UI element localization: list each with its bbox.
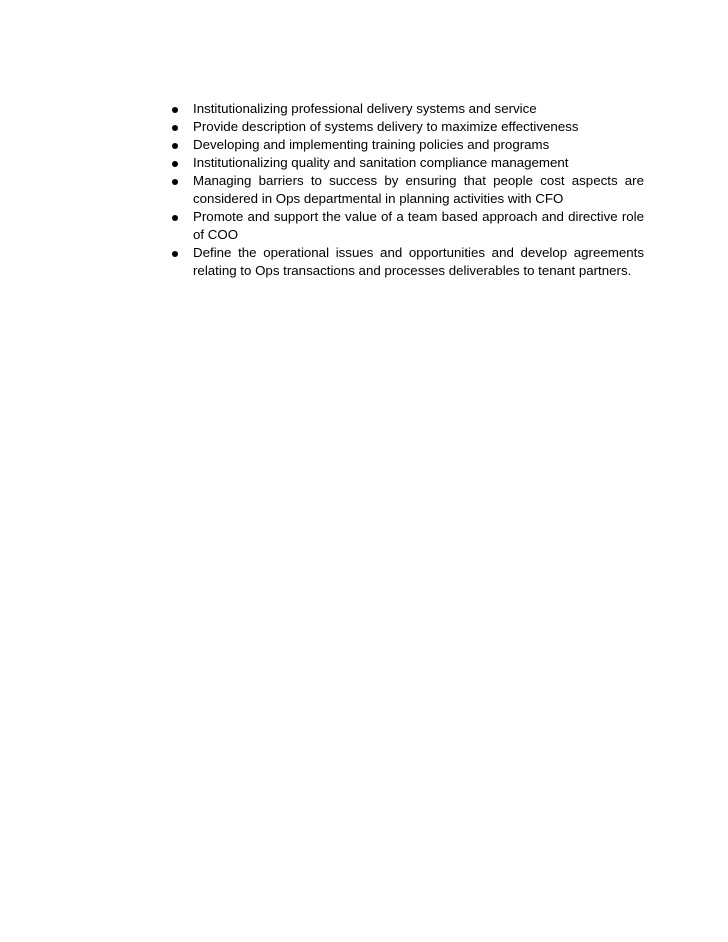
bullet-list — [172, 100, 644, 280]
list-item — [172, 136, 644, 154]
list-item-text: Institutionalizing quality and sanitation compliance management — [193, 155, 569, 170]
bullet-icon — [172, 143, 178, 149]
list-item-text: Promote and support the value of a team based approach and directive role of COO — [193, 209, 644, 242]
list-item-text: Define the operational issues and opportunities and develop agreements relating to Ops transactions and processes deliverables to tenant partners. — [193, 245, 644, 278]
list-item — [172, 100, 644, 118]
list-item-text: Managing barriers to success by ensuring that people cost aspects are considered in Ops departmental in planning activities with CFO — [193, 173, 644, 206]
list-item-text: Developing and implementing training policies and programs — [193, 137, 550, 152]
bullet-icon — [172, 161, 178, 167]
bullet-icon — [172, 215, 178, 221]
list-item — [172, 172, 644, 208]
list-item-text: Institutionalizing professional delivery systems and service — [193, 101, 537, 116]
bullet-icon — [172, 179, 178, 185]
list-item — [172, 244, 644, 280]
list-item — [172, 154, 644, 172]
bullet-icon — [172, 125, 178, 131]
list-item — [172, 118, 644, 136]
bullet-icon — [172, 251, 178, 257]
bullet-icon — [172, 107, 178, 113]
list-item — [172, 208, 644, 244]
list-item-text: Provide description of systems delivery to maximize effectiveness — [193, 119, 579, 134]
